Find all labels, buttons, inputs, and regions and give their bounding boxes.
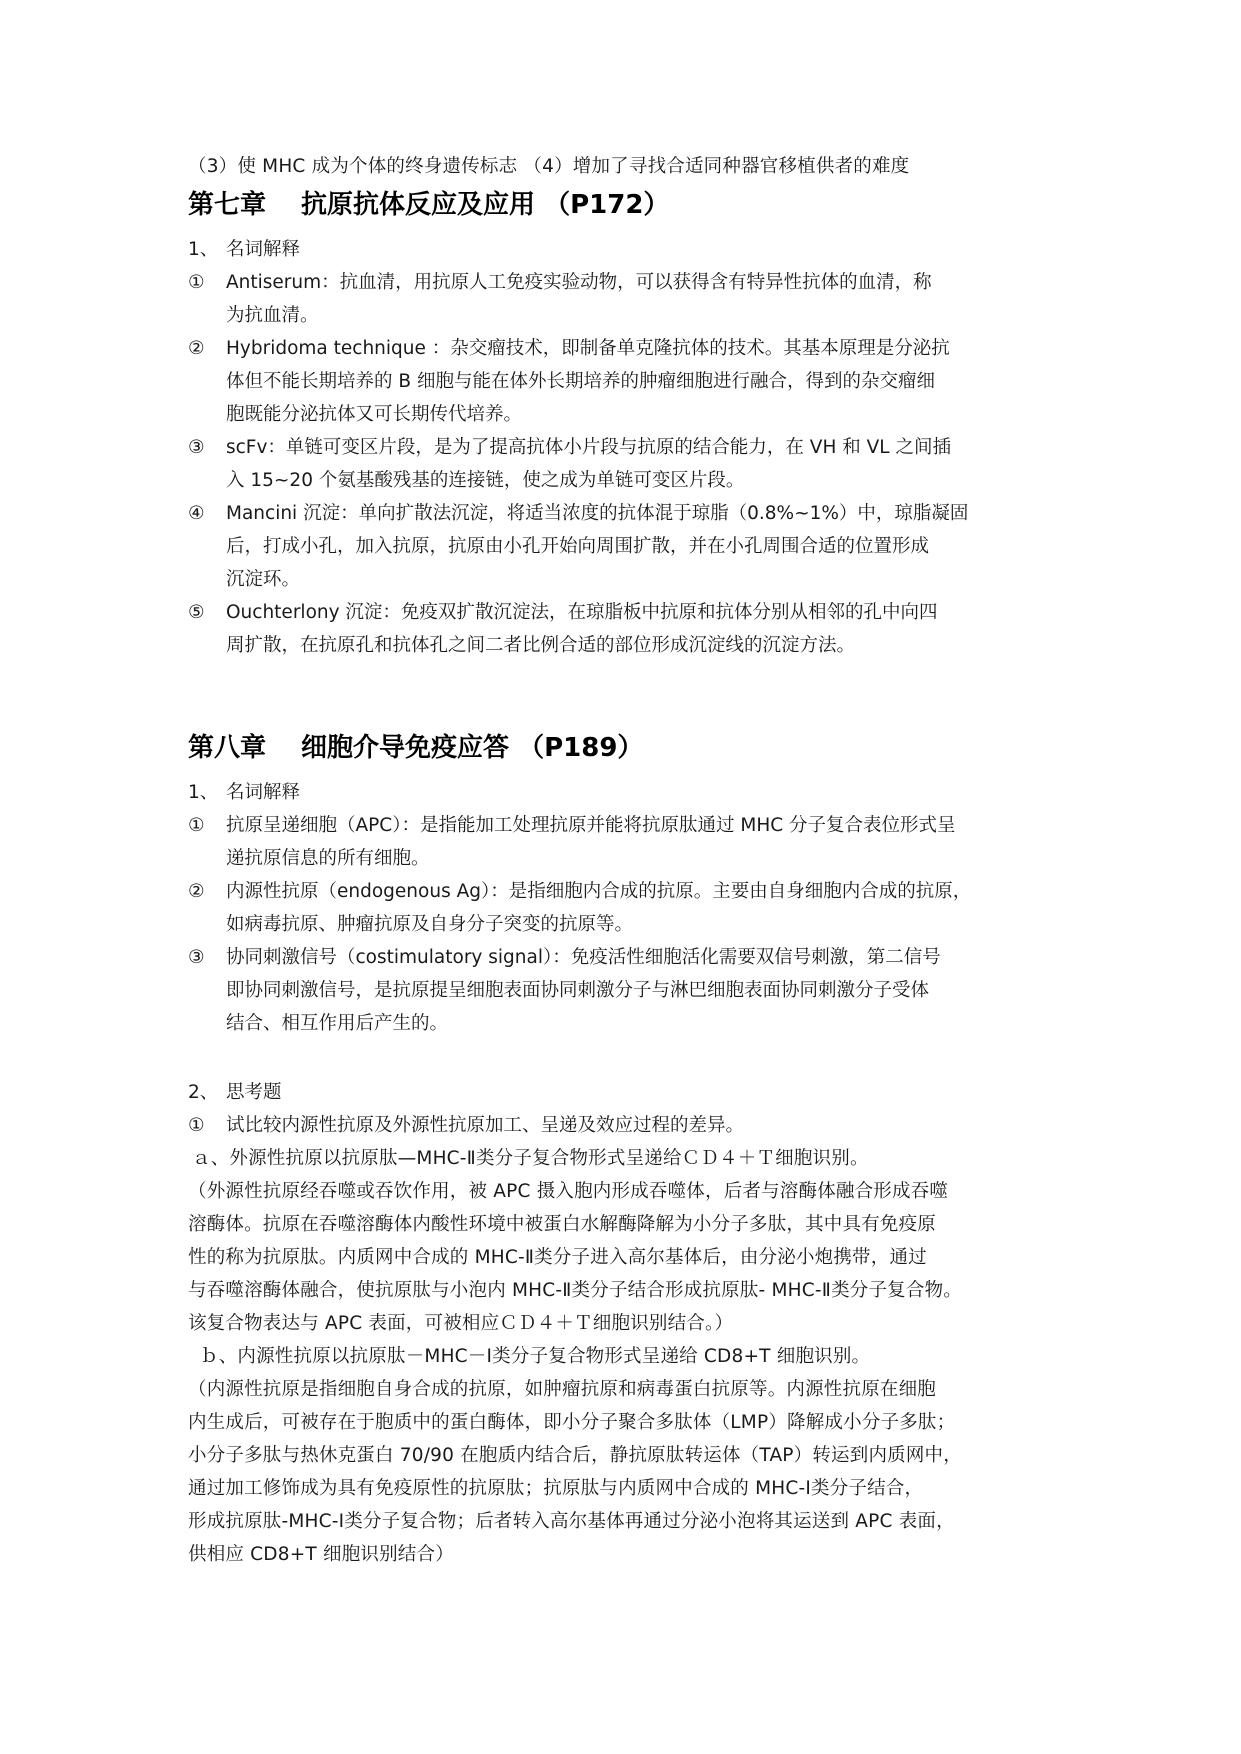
- paragraph-line: 与吞噬溶酶体融合，使抗原肽与小泡内 MHC-Ⅱ类分子结合形成抗原肽- MHC-Ⅱ类分子复合物。: [188, 1280, 962, 1301]
- item-text-line: 体但不能长期培养的 B 细胞与能在体外长期培养的肿瘤细胞进行融合，得到的杂交瘤细: [226, 371, 935, 392]
- paragraph-line: 小分子多肽与热休克蛋白 70/90 在胞质内结合后，静抗原肽转运体（TAP）转运到内质网中，: [188, 1445, 962, 1466]
- chapter-7-heading: 第七章 抗原抗体反应及应用 （P172）: [188, 190, 670, 220]
- item-marker: ①: [188, 272, 205, 293]
- item-text-line: scFv：单链可变区片段，是为了提高抗体小片段与抗原的结合能力，在 VH 和 VL 之间插: [226, 437, 951, 458]
- paragraph-line: （外源性抗原经吞噬或吞饮作用，被 APC 摄入胞内形成吞噬体，后者与溶酶体融合形成吞噬: [188, 1181, 949, 1202]
- para-a-title: ａ、外源性抗原以抗原肽—MHC-Ⅱ类分子复合物形式呈递给ＣＤ４＋Ｔ细胞识别。: [192, 1148, 869, 1169]
- continued-line: （3）使 MHC 成为个体的终身遗传标志 （4）增加了寻找合适同种器官移植供者的难度: [188, 156, 910, 177]
- paragraph-line: 形成抗原肽-MHC-Ⅰ类分子复合物；后者转入高尔基体再通过分泌小泡将其运送到 APC 表面，: [188, 1511, 955, 1532]
- ch7-term-list: [188, 266, 1068, 662]
- ch8-section-2-label: [188, 1076, 1068, 1109]
- item-marker: ③: [188, 947, 205, 968]
- item-text-line: Mancini 沉淀：单向扩散法沉淀，将适当浓度的抗体混于琼脂（0.8%~1%）中，琼脂凝固: [226, 503, 969, 524]
- term-item: [188, 596, 1068, 662]
- paragraph-line: 供相应 CD8+T 细胞识别结合）: [188, 1544, 454, 1565]
- paragraph-line: 通过加工修饰成为具有免疫原性的抗原肽；抗原肽与内质网中合成的 MHC-Ⅰ类分子结合，: [188, 1478, 924, 1499]
- item-marker: ⑤: [188, 602, 205, 623]
- item-marker: ③: [188, 437, 205, 458]
- chapter-8-heading: 第八章 细胞介导免疫应答 （P189）: [188, 733, 644, 763]
- section-title: 名词解释: [226, 239, 301, 260]
- item-text-line: Antiserum：抗血清，用抗原人工免疫实验动物，可以获得含有特异性抗体的血清，称: [226, 272, 932, 293]
- spacer: [188, 1040, 1068, 1074]
- item-text-line: 内源性抗原（endogenous Ag）：是指细胞内合成的抗原。主要由自身细胞内合成的抗原，: [226, 881, 972, 902]
- item-text-line: 如病毒抗原、肿瘤抗原及自身分子突变的抗原等。: [226, 914, 634, 935]
- spacer: [188, 662, 1068, 726]
- paragraph-line: 内生成后，可被存在于胞质中的蛋白酶体，即小分子聚合多肽体（LMP）降解成小分子多肽；: [188, 1412, 956, 1433]
- term-item: [188, 497, 1068, 596]
- item-marker: ④: [188, 503, 205, 524]
- item-marker: ①: [188, 1115, 205, 1136]
- item-text-line: 抗原呈递细胞（APC）：是指能加工处理抗原并能将抗原肽通过 MHC 分子复合表位形式呈: [226, 815, 956, 836]
- paragraph-line: （内源性抗原是指细胞自身合成的抗原，如肿瘤抗原和病毒蛋白抗原等。内源性抗原在细胞: [188, 1379, 937, 1400]
- paragraph-line: 性的称为抗原肽。内质网中合成的 MHC-Ⅱ类分子进入高尔基体后，由分泌小炮携带，通过: [188, 1247, 927, 1268]
- item-marker: ②: [188, 338, 205, 359]
- term-item: [188, 431, 1068, 497]
- item-text-line: 后，打成小孔，加入抗原，抗原由小孔开始向周围扩散，并在小孔周围合适的位置形成: [226, 536, 930, 557]
- question-text: 试比较内源性抗原及外源性抗原加工、呈递及效应过程的差异。: [226, 1115, 745, 1136]
- item-text-line: 入 15~20 个氨基酸残基的连接链，使之成为单链可变区片段。: [226, 470, 745, 491]
- question-item: [188, 1109, 1068, 1142]
- item-text-line: 协同刺激信号（costimulatory signal）：免疫活性细胞活化需要双信号刺激，第二信号: [226, 947, 941, 968]
- ch7-section-1-label: [188, 233, 1068, 266]
- item-text-line: 周扩散，在抗原孔和抗体孔之间二者比例合适的部位形成沉淀线的沉淀方法。: [226, 635, 856, 656]
- section-title: 名词解释: [226, 782, 301, 803]
- term-item: [188, 809, 1068, 875]
- item-marker: ①: [188, 815, 205, 836]
- item-text-line: Ouchterlony 沉淀：免疫双扩散沉淀法，在琼脂板中抗原和抗体分别从相邻的孔中向四: [226, 602, 938, 623]
- term-item: [188, 941, 1068, 1040]
- item-text-line: 结合、相互作用后产生的。: [226, 1013, 449, 1034]
- item-text-line: 即协同刺激信号，是抗原提呈细胞表面协同刺激分子与淋巴细胞表面协同刺激分子受体: [226, 980, 930, 1001]
- section-title: 思考题: [226, 1082, 282, 1103]
- item-text-line: Hybridoma technique ：杂交瘤技术，即制备单克隆抗体的技术。其基本原理是分泌抗: [226, 338, 950, 359]
- item-text-line: 递抗原信息的所有细胞。: [226, 848, 430, 869]
- para-a-body: [188, 1175, 1068, 1340]
- section-number: 2、: [188, 1082, 219, 1103]
- para-b-title: ｂ、内源性抗原以抗原肽－MHC－Ⅰ类分子复合物形式呈递给 CD8+T 细胞识别。: [200, 1346, 871, 1367]
- paragraph-line: 溶酶体。抗原在吞噬溶酶体内酸性环境中被蛋白水解酶降解为小分子多肽，其中具有免疫原: [188, 1214, 937, 1235]
- term-item: [188, 266, 1068, 332]
- term-item: [188, 875, 1068, 941]
- paragraph-line: 该复合物表达与 APC 表面，可被相应ＣＤ４＋Ｔ细胞识别结合。）: [188, 1313, 734, 1334]
- item-text-line: 沉淀环。: [226, 569, 301, 590]
- section-number: 1、: [188, 239, 219, 260]
- para-b-body: [188, 1373, 1068, 1571]
- item-text-line: 胞既能分泌抗体又可长期传代培养。: [226, 404, 523, 425]
- term-item: [188, 332, 1068, 431]
- item-marker: ②: [188, 881, 205, 902]
- page-content: [188, 150, 1068, 1571]
- ch8-term-list: [188, 809, 1068, 1040]
- item-text-line: 为抗血清。: [226, 305, 319, 326]
- ch8-section-1-label: [188, 776, 1068, 809]
- section-number: 1、: [188, 782, 219, 803]
